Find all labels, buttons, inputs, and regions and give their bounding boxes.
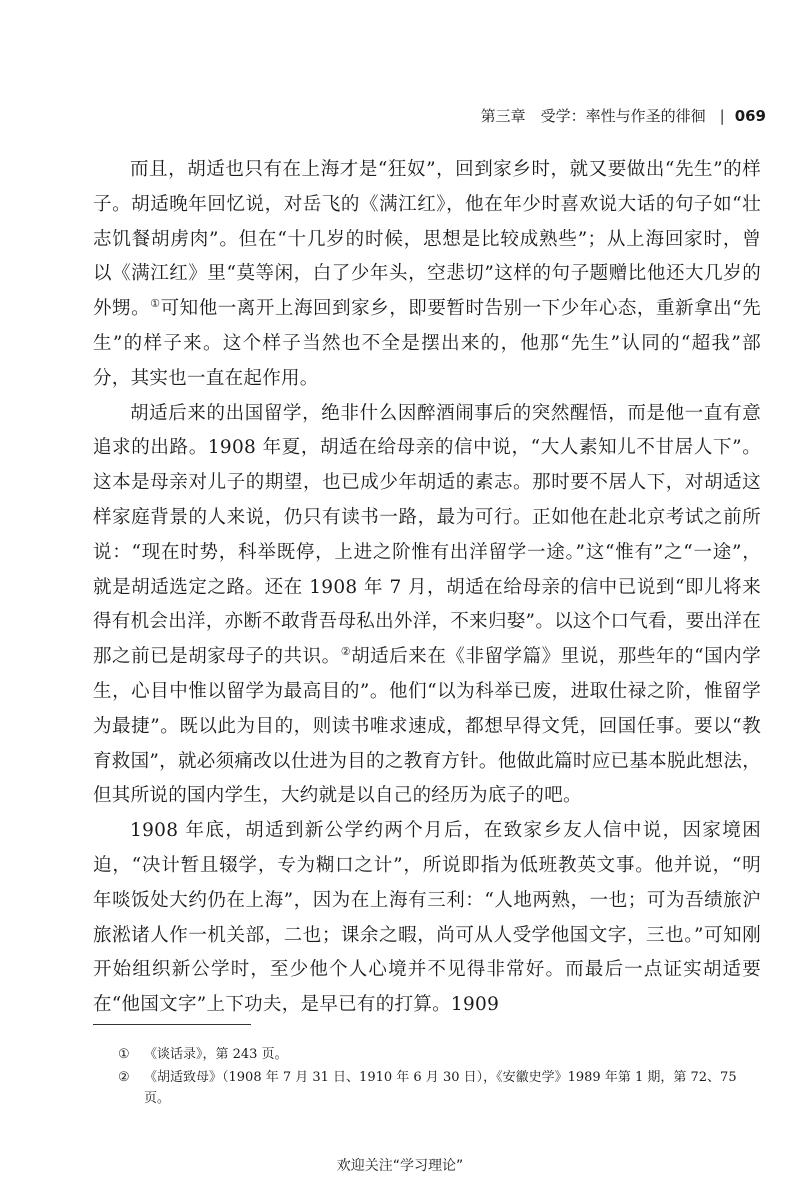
footnote-ref-2: ② xyxy=(340,645,352,658)
footnote-1 xyxy=(118,1044,761,1065)
footnote-ref-1: ① xyxy=(150,297,161,311)
paragraph-2 xyxy=(93,397,761,815)
header-separator: | xyxy=(719,107,725,125)
footnote-text: 《胡适致母》（1908 年 7 月 31 日、1910 年 6 月 30 日），《安徽史学》1989 年第 1 期，第 72、75 页。 xyxy=(144,1070,737,1106)
paragraph-2-tail: 胡适后来在《非留学篇》里说，那些年的“国内学生，心目中惟以留学为最高目的”。他们“以为科举已废，进取仕禄之阶，惟留学为最捷”。既以此为目的，则读书唯求速成，都想早得文凭，回国任事。要以“教育救国”，就必须痛改以仕进为目的之教育方针。他做此篇时应已基本脱此想法，但其所说的国内学生，大约就是以自己的经历为底子的吧。 xyxy=(93,646,762,807)
footnote-mark: ② xyxy=(118,1070,130,1085)
footnote-mark: ① xyxy=(118,1047,130,1062)
paragraph-3-text: 1908 年底，胡适到新公学约两个月后，在致家乡友人信中说，因家境困迫，“决计暂且辍学，专为糊口之计”，所说即指为低班教英文事。他并说，“明年啖饭处大约仍在上海”，因为在上海有三利：“人地两熟，一也；可为吾绩旅沪旅淞诸人作一机关部，二也；课余之暇，尚可从人受学他国文字，三也。”可知刚开始组织新公学时，至少他个人心境并不见得非常好。而最后一点证实胡适要在“他国文字”上下功夫，是早已有的打算。1909 xyxy=(93,820,761,1016)
footnote-rule xyxy=(93,1024,251,1025)
watermark-caption: 欢迎关注“学习理论” xyxy=(336,1158,464,1174)
paragraph-3 xyxy=(93,814,761,1023)
page-number: 069 xyxy=(734,107,766,125)
paragraph-2-text: 胡适后来的出国留学，绝非什么因醉酒闹事后的突然醒悟，而是他一直有意追求的出路。1908 年夏，胡适在给母亲的信中说，“大人素知儿不甘居人下”。这本是母亲对儿子的期望，也已成少年胡适的素志。那时要不居人下，对胡适这样家庭背景的人来说，仍只有读书一路，最为可行。正如他在赴北京考试之前所说：“现在时势，科举既停，上进之阶惟有出洋留学一途。”这“惟有”之“一途”，就是胡适选定之路。还在 1908 年 7 月，胡适在给母亲的信中已说到“即儿将来得有机会出洋，亦断不敢背吾母私出外洋，不来归娶”。以这个口气看，要出洋在那之前已是胡家母子的共识。 xyxy=(93,402,761,668)
chapter-title: 第三章 受学：率性与作圣的徘徊 xyxy=(480,107,706,125)
paragraph-1 xyxy=(93,153,761,397)
footnote-2 xyxy=(118,1067,761,1109)
body-text xyxy=(93,153,761,1023)
footnotes xyxy=(118,1044,761,1111)
running-header xyxy=(80,106,766,126)
paragraph-1-text: 而且，胡适也只有在上海才是“狂奴”，回到家乡时，就又要做出“先生”的样子。胡适晚年回忆说，对岳飞的《满江红》，他在年少时喜欢说大话的句子如“壮志饥餐胡虏肉”。但在“十几岁的时候，思想是比较成熟些”；从上海回家时，曾以《满江红》里“莫等闲，白了少年头，空悲切”这样的句子题赠比他还大几岁的外甥。 xyxy=(93,159,761,320)
paragraph-1-tail: 可知他一离开上海回到家乡，即要暂时告别一下少年心态，重新拿出“先生”的样子来。这个样子当然也不全是摆出来的，他那“先生”认同的“超我”部分，其实也一直在起作用。 xyxy=(93,298,762,389)
footnote-text: 《谈话录》，第 243 页。 xyxy=(144,1047,288,1062)
